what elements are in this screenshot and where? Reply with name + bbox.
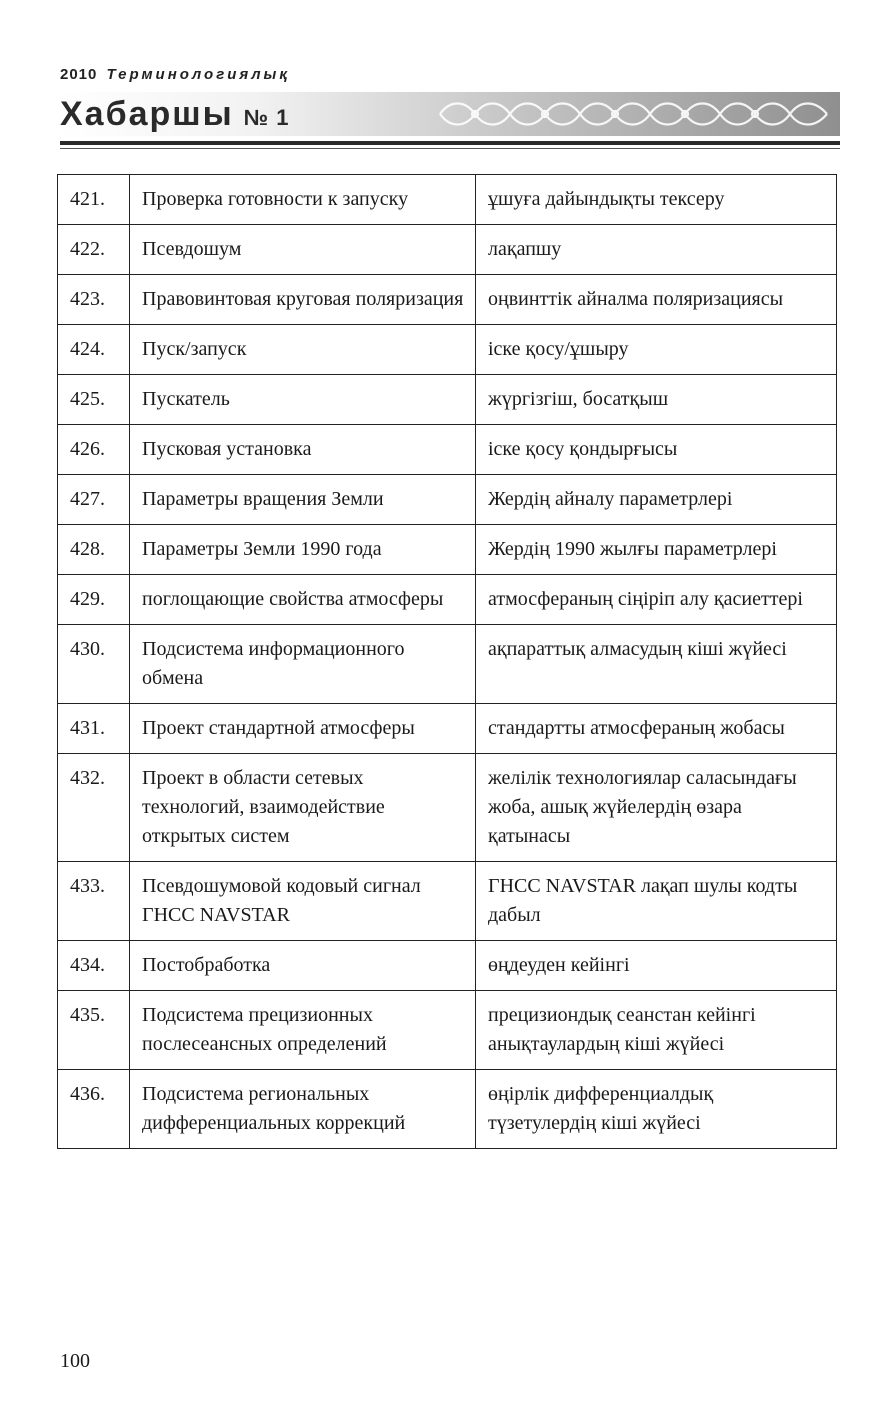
table-row [58,275,837,325]
table-row [58,754,837,862]
term-number: 434. [58,941,130,991]
term-kazakh: Жердің 1990 жылғы параметрлері [476,525,837,575]
term-russian: Псевдошумовой кодовый сигнал ГНСС NAVSTAR [130,862,476,941]
term-kazakh: прецизиондық сеанстан кейінгі анықтаулардың кіші жүйесі [476,991,837,1070]
page-number: 100 [60,1350,90,1372]
terms-table [57,174,837,1149]
table-row [58,941,837,991]
ornament-pattern-icon [435,96,835,132]
term-number: 422. [58,225,130,275]
table-row [58,375,837,425]
term-russian: Проверка готовности к запуску [130,175,476,225]
term-russian: Параметры Земли 1990 года [130,525,476,575]
header-subtitle: Терминологиялық [106,66,290,83]
running-header [60,66,840,158]
term-number: 432. [58,754,130,862]
term-kazakh: жүргізгіш, босатқыш [476,375,837,425]
table-row [58,175,837,225]
header-title [60,92,290,140]
term-number: 431. [58,704,130,754]
term-russian: Проект в области сетевых технологий, взаимодействие открытых систем [130,754,476,862]
term-number: 430. [58,625,130,704]
table-row [58,704,837,754]
term-russian: Пусковая установка [130,425,476,475]
term-kazakh: атмосфераның сіңіріп алу қасиеттері [476,575,837,625]
term-kazakh: өңірлік дифференциалдық түзетулердің кіші жүйесі [476,1070,837,1149]
table-row [58,475,837,525]
term-russian: Проект стандартной атмосферы [130,704,476,754]
term-russian: Подсистема прецизионных послесеансных определений [130,991,476,1070]
term-kazakh: іске қосу қондырғысы [476,425,837,475]
term-russian: Пускатель [130,375,476,425]
term-number: 421. [58,175,130,225]
term-number: 427. [58,475,130,525]
term-russian: Постобработка [130,941,476,991]
table-row [58,225,837,275]
term-number: 425. [58,375,130,425]
header-year: 2010 [60,66,98,83]
term-russian: Псевдошум [130,225,476,275]
term-number: 428. [58,525,130,575]
term-russian: Подсистема информационного обмена [130,625,476,704]
table-row [58,862,837,941]
table-row [58,1070,837,1149]
header-top-line [60,66,290,83]
term-kazakh: ГНСС NAVSTAR лақап шулы кодты дабыл [476,862,837,941]
table-row [58,575,837,625]
header-rule-thick [60,141,840,145]
term-number: 433. [58,862,130,941]
term-russian: Параметры вращения Земли [130,475,476,525]
term-kazakh: желілік технологиялар саласындағы жоба, ашық жүйелердің өзара қатынасы [476,754,837,862]
term-kazakh: Жердің айналу параметрлері [476,475,837,525]
term-russian: Подсистема региональных дифференциальных коррекций [130,1070,476,1149]
term-kazakh: оңвинттік айналма поляризациясы [476,275,837,325]
term-number: 435. [58,991,130,1070]
table-row [58,425,837,475]
term-number: 424. [58,325,130,375]
header-title-text: Хабаршы [60,95,234,133]
header-banner [60,92,840,136]
term-russian: Правовинтовая круговая поляризация [130,275,476,325]
term-kazakh: стандартты атмосфераның жобасы [476,704,837,754]
term-kazakh: ұшуға дайындықты тексеру [476,175,837,225]
term-russian: Пуск/запуск [130,325,476,375]
header-issue-number: № 1 [243,105,290,130]
table-row [58,525,837,575]
term-kazakh: іске қосу/ұшыру [476,325,837,375]
table-row [58,991,837,1070]
term-number: 426. [58,425,130,475]
term-kazakh: лақапшу [476,225,837,275]
term-number: 423. [58,275,130,325]
table-row [58,625,837,704]
table-row [58,325,837,375]
header-rule-thin [60,148,840,149]
term-number: 429. [58,575,130,625]
term-kazakh: ақпараттық алмасудың кіші жүйесі [476,625,837,704]
term-number: 436. [58,1070,130,1149]
term-kazakh: өңдеуден кейінгі [476,941,837,991]
term-russian: поглощающие свойства атмосферы [130,575,476,625]
